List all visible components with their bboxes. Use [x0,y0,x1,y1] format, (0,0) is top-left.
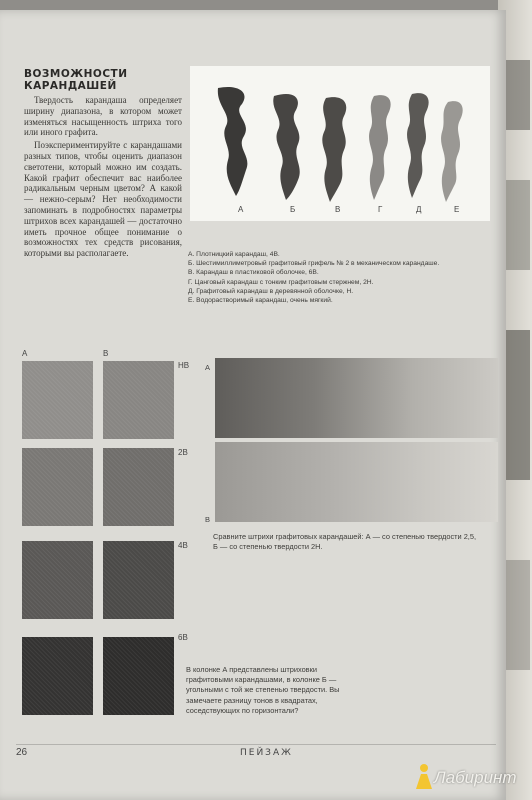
caption-item: А. Плотницкий карандаш, 4В. [188,251,280,258]
caption-item: Д. Графитовый карандаш в деревянной оболочке, Н. [188,287,354,295]
article-paragraph-2: Поэкспериментируйте с карандашами разных типов, чтобы оценить диапазон светотени, который можно им создать. Какой графит обеспечит вас наиболее радикальным черным цветом? А какой — нежно-серым? Нет необходимости запоминать в подробностях параметры штрихов всех карандашей — достаточно иметь прочное общее понимание о возможностях тех средств рисования, которыми вы располагаете. [24,140,182,259]
caption-item: Г. Цанговый карандаш с тонким графитовым стержнем, 2Н. [188,278,374,286]
gradient-bar-b [215,442,498,522]
pencil-stroke-label-f: Е [454,205,460,214]
footer-rule [16,744,496,745]
square-column-label-a: А [22,349,28,358]
article-body [24,95,182,259]
caption-item: Е. Водорастворимый карандаш, очень мягкий. [188,297,333,305]
gradient-bar-a [215,358,498,438]
adjacent-page-sketch [504,60,530,130]
square-row-label: 6В [178,633,188,642]
tone-square-right [103,448,174,526]
gradient-bar-label-b: В [205,515,211,524]
gradient-bar-label-a: А [205,363,211,372]
pencil-stroke-label-d: Г [378,205,383,214]
tone-square-left [22,637,93,715]
adjacent-page-sketch [504,330,530,480]
square-row-label: 4В [178,541,188,550]
adjacent-page-sketch [504,180,530,270]
adjacent-page-sketch [504,560,530,670]
gradient-caption-line-2: Б — со степенью твердости 2Н. [213,542,323,551]
tone-square-left [22,541,93,619]
pencil-stroke-f [441,101,463,202]
pencil-stroke-label-a: А [238,205,244,214]
watermark-text: Лабиринт [434,768,517,787]
gradient-bar-caption [213,532,503,552]
article-heading [24,68,184,92]
pencil-stroke-d [369,95,391,200]
running-title: ПЕЙЗАЖ [240,748,293,758]
pencil-stroke-label-b: Б [290,205,296,214]
article-heading-line2: КАРАНДАШЕЙ [24,80,117,92]
tone-square-right [103,541,174,619]
pencil-stroke-e [407,93,429,198]
watermark-person-icon [412,762,436,790]
tone-square-left [22,361,93,439]
tone-square-right [103,361,174,439]
square-row-label: 2В [178,448,188,457]
pencil-stroke-label-e: Д [416,205,422,214]
pencil-stroke-a [218,87,248,196]
caption-item: В. Карандаш в пластиковой оболочке, 6В. [188,269,319,277]
article-heading-line1: ВОЗМОЖНОСТИ [24,68,128,80]
page-number: 26 [16,747,28,758]
article-paragraph-1: Твердость карандаша определяет ширину диапазона, в котором может изменяться насыщенность штриха того или иного графита. [24,95,182,138]
gradient-caption-line-1: Сравните штрихи графитовых карандашей: А — со степенью твердости 2,5, [213,532,477,541]
pencil-captions [188,250,493,305]
pencil-strokes-photo [190,66,490,221]
tone-comparison-note: В колонке А представлены штриховки графитовыми карандашами, в колонке Б — угольными с той же степенью твердости. Вы замечаете разницу тонов в квадратах, соседствующих по горизонтали? [186,665,340,715]
pencil-stroke-label-c: В [335,205,341,214]
tone-square-right [103,637,174,715]
tone-square-left [22,448,93,526]
watermark-logo [412,762,524,792]
caption-item: Б. Шестимиллиметровый графитовый грифель № 2 в механическом карандаше. [188,260,440,268]
pencil-stroke-b [273,94,299,200]
pencil-strokes-illustration [190,66,490,221]
pencil-stroke-c [322,97,346,202]
square-row-label: НВ [178,361,190,370]
square-column-label-b: В [103,349,109,358]
